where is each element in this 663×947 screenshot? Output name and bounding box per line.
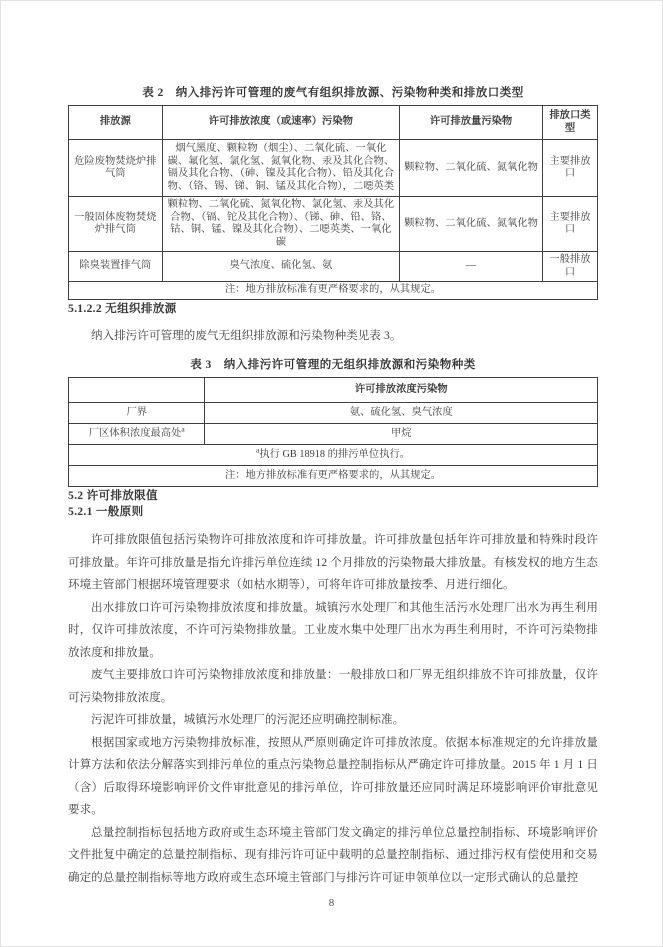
cell-location <box>69 403 205 424</box>
cell-source: 除臭装置排气筒 <box>69 252 163 282</box>
table-row <box>69 403 598 424</box>
table-row <box>69 140 598 197</box>
cell-concentration: 臭气浓度、硫化氢、氨 <box>162 252 400 282</box>
table3 <box>68 377 598 487</box>
footnote-marker: a <box>255 445 260 455</box>
table3-footnote-row <box>69 445 598 466</box>
section-heading-5-2-1: 5.2.1 一般原则 <box>68 505 144 518</box>
cell-outlet: 一般排放口 <box>542 252 597 282</box>
cell-location <box>69 424 205 445</box>
table2-note-row <box>69 282 598 300</box>
table-row <box>69 197 598 252</box>
section-heading-5-2: 5.2 许可排放限值 <box>68 489 158 502</box>
page-content <box>68 0 598 889</box>
cell-pollutants: 甲烷 <box>205 424 598 445</box>
table3-header-row <box>69 378 598 403</box>
cell-source: 一般固体废物焚烧炉排气筒 <box>69 197 163 252</box>
table3-title: 表 3 纳入排污许可管理的无组织排放源和污染物种类 <box>190 359 476 371</box>
cell-quantity: 颗粒物、二氧化硫、氮氧化物 <box>400 140 543 197</box>
table2-header-source: 排放源 <box>69 106 163 140</box>
location-text: 厂界 <box>126 406 148 418</box>
paragraph: 出水排放口许可污染物排放浓度和排放量。城镇污水处理厂和其他生活污水处理厂出水为再生利用时，仅许可排放浓度，不许可污染物排放量。工业废水集中处理厂出水为再生利用时，不许可污染物排放浓度和排放量。 <box>68 601 598 659</box>
table2-title: 表 2 纳入排污许可管理的废气有组织排放源、污染物种类和排放口类型 <box>142 87 524 99</box>
paragraph: 废气主要排放口许可污染物排放浓度和排放量：一般排放口和厂界无组织排放不许可排放量，仅许可污染物排放浓度。 <box>68 669 598 704</box>
table2-header-quantity: 许可排放量污染物 <box>400 106 543 140</box>
table-row <box>69 424 598 445</box>
table2 <box>68 105 598 300</box>
table-row <box>69 252 598 282</box>
table2-note: 注：地方排放标准有更严格要求的，从其规定。 <box>69 282 598 300</box>
cell-source: 危险废物焚烧炉排气筒 <box>69 140 163 197</box>
cell-quantity: 颗粒物、二氧化硫、氮氧化物 <box>400 197 543 252</box>
section-heading-5-1-2-2: 5.1.2.2 无组织排放源 <box>68 301 177 315</box>
table2-header-concentration: 许可排放浓度（或速率）污染物 <box>162 106 400 140</box>
table2-header-row <box>69 106 598 140</box>
cell-outlet: 主要排放口 <box>542 140 597 197</box>
paragraph: 根据国家或地方污染物排放标准，按照从严原则确定许可排放浓度。依据本标准规定的允许排放量计算方法和依法分解落实到排污单位的重点污染物总量控制指标从严确定许可排放量。2015 年 1 月 1 日（含）后取得环境影响评价文件审批意见的排污单位，许可排放量还应同时满足环境影响评价审批意见要求。 <box>68 736 598 816</box>
table3-header-empty <box>69 378 205 403</box>
page-number: 8 <box>328 897 335 909</box>
table2-header-outlet: 排放口类型 <box>542 106 597 140</box>
paragraph: 许可排放限值包括污染物许可排放浓度和许可排放量。许可排放量包括年许可排放量和特殊时段许可排放量。年许可排放量是指允许排污单位连续 12 个月排放的污染物最大排放量。有核发权的地方生态环境主管部门根据环境管理要求（如枯水期等），可将年许可排放量按季、月进行细化。 <box>68 534 598 591</box>
location-text: 厂区体积浓度最高处 <box>88 427 182 439</box>
cell-concentration: 烟气黑度、颗粒物（烟尘）、二氧化硫、一氧化碳、氟化氢、氯化氢、氮氧化物、汞及其化合物、镉及其化合物、（砷、镍及其化合物）、铅及其化合物、（铬、锡、锑、铜、锰及其化合物），二噁英类 <box>162 140 400 197</box>
paragraph: 总量控制指标包括地方政府或生态环境主管部门发文确定的排污单位总量控制指标、环境影响评价文件批复中确定的总量控制指标、现有排污许可证中载明的总量控制指标、通过排污权有偿使用和交易确定的总量控制指标等地方政府或生态环境主管部门与排污许可证申领单位以一定形式确认的总量控 <box>68 826 598 884</box>
footnote-text: 执行 GB 18918 的排污单位执行。 <box>259 448 411 460</box>
cell-quantity: — <box>400 252 543 282</box>
cell-outlet: 主要排放口 <box>542 197 597 252</box>
section-5-1-2-2-paragraph: 纳入排污许可管理的废气无组织排放源和污染物种类见表 3。 <box>91 329 402 342</box>
table3-note: 注：地方排放标准有更严格要求的，从其规定。 <box>69 466 598 487</box>
footnote-marker: a <box>181 424 185 434</box>
cell-pollutants: 氨、硫化氢、臭气浓度 <box>205 403 598 424</box>
cell-concentration: 颗粒物、二氧化硫、氮氧化物、氯化氢、汞及其化合物、（镉、铊及其化合物）、（锑、砷、铅、铬、钴、铜、锰、镍及其化合物）、二噁英类、一氧化碳 <box>162 197 400 252</box>
table3-header-pollutants: 许可排放浓度污染物 <box>205 378 598 403</box>
section-5-2-1-body <box>68 529 598 889</box>
paragraph: 污泥许可排放量，城镇污水处理厂的污泥还应明确控制标准。 <box>91 714 405 726</box>
table3-footnote <box>69 445 598 466</box>
table3-note-row <box>69 466 598 487</box>
